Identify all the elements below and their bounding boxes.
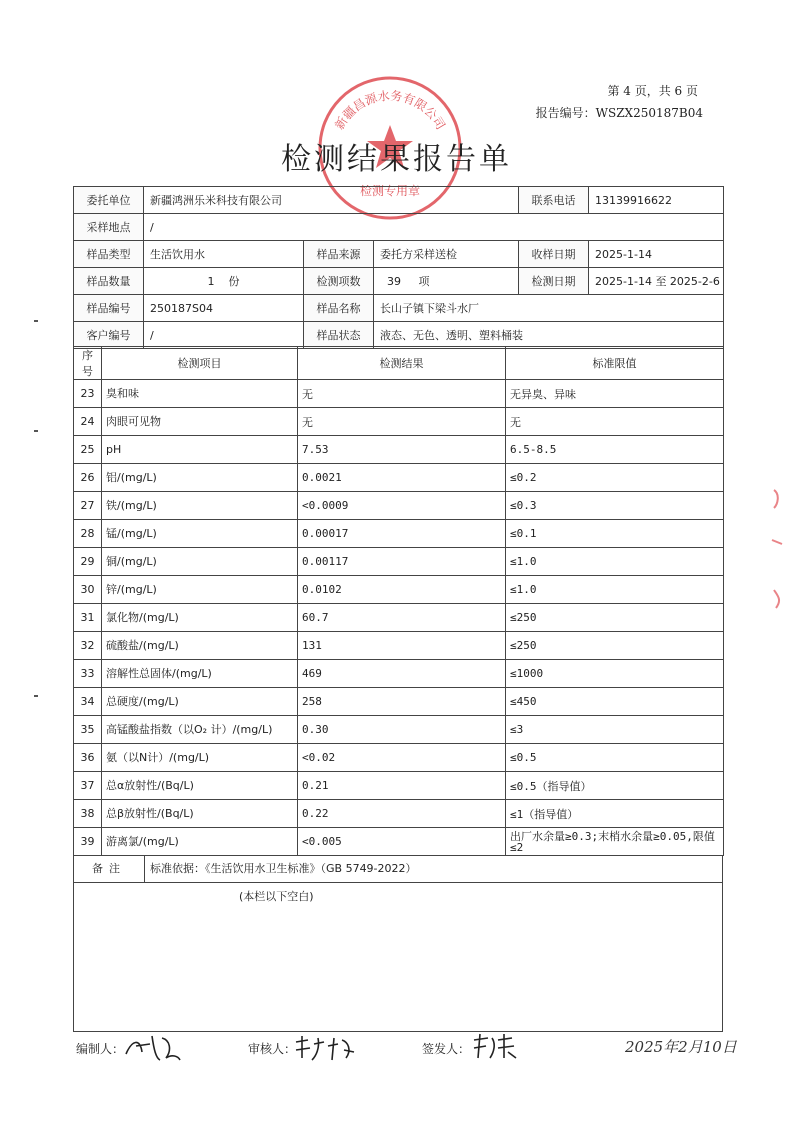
site-value: / bbox=[144, 214, 724, 241]
item-count-unit: 项 bbox=[418, 275, 430, 288]
row-limit: 无异臭、异味 bbox=[506, 380, 724, 408]
row-limit: ≤1.0 bbox=[506, 576, 724, 604]
client-label: 委托单位 bbox=[74, 187, 144, 214]
quantity-label: 样品数量 bbox=[74, 268, 144, 295]
row-limit: ≤250 bbox=[506, 604, 724, 632]
item-count-value bbox=[374, 268, 519, 295]
sample-name-label: 样品名称 bbox=[304, 295, 374, 322]
row-limit: ≤1（指导值） bbox=[506, 800, 724, 828]
customer-no-label: 客户编号 bbox=[74, 322, 144, 349]
table-row bbox=[74, 380, 724, 408]
row-result: 0.22 bbox=[298, 800, 506, 828]
row-item: 氯化物/(mg/L) bbox=[102, 604, 298, 632]
row-result: 131 bbox=[298, 632, 506, 660]
row-limit: ≤0.2 bbox=[506, 464, 724, 492]
site-label: 采样地点 bbox=[74, 214, 144, 241]
page-number: 第 4 页，共 6 页 bbox=[607, 84, 698, 98]
source-value: 委托方采样送检 bbox=[374, 241, 519, 268]
row-number: 30 bbox=[74, 576, 102, 604]
row-limit: ≤0.3 bbox=[506, 492, 724, 520]
customer-no-value: / bbox=[144, 322, 304, 349]
table-row bbox=[74, 436, 724, 464]
row-limit: 出厂水余量≥0.3;末梢水余量≥0.05,限值≤2 bbox=[506, 828, 724, 856]
table-row bbox=[74, 492, 724, 520]
row-item: 铁/(mg/L) bbox=[102, 492, 298, 520]
approver-label: 签发人： bbox=[422, 1042, 471, 1056]
remark-text: 标准依据：《生活饮用水卫生标准》（GB 5749-2022） bbox=[150, 862, 417, 875]
reviewer-signature bbox=[292, 1030, 358, 1064]
remark-label: 备注 bbox=[74, 856, 145, 882]
test-date-value: 2025-1-14 至 2025-2-6 bbox=[589, 268, 724, 295]
header-result: 检测结果 bbox=[298, 347, 506, 380]
row-item: 锰/(mg/L) bbox=[102, 520, 298, 548]
sample-name-value: 长山子镇下梁斗水厂 bbox=[374, 295, 724, 322]
row-result: 0.00117 bbox=[298, 548, 506, 576]
row-result: 0.0021 bbox=[298, 464, 506, 492]
row-result: 469 bbox=[298, 660, 506, 688]
header-item: 检测项目 bbox=[102, 347, 298, 380]
row-result: <0.005 bbox=[298, 828, 506, 856]
row-number: 28 bbox=[74, 520, 102, 548]
table-row bbox=[74, 828, 724, 856]
state-label: 样品状态 bbox=[304, 322, 374, 349]
blank-note: (本栏以下空白) bbox=[239, 890, 314, 903]
row-item: 铜/(mg/L) bbox=[102, 548, 298, 576]
header-no: 序号 bbox=[74, 347, 102, 380]
row-result: <0.02 bbox=[298, 744, 506, 772]
table-row bbox=[74, 800, 724, 828]
row-number: 32 bbox=[74, 632, 102, 660]
quantity-unit: 份 bbox=[228, 275, 240, 288]
row-item: 硫酸盐/(mg/L) bbox=[102, 632, 298, 660]
table-row bbox=[74, 632, 724, 660]
row-result: 0.0102 bbox=[298, 576, 506, 604]
row-item: 臭和味 bbox=[102, 380, 298, 408]
row-number: 35 bbox=[74, 716, 102, 744]
table-row bbox=[74, 688, 724, 716]
compiler-signature bbox=[122, 1030, 182, 1064]
row-result: 无 bbox=[298, 408, 506, 436]
row-limit: ≤1.0 bbox=[506, 548, 724, 576]
row-number: 39 bbox=[74, 828, 102, 856]
row-number: 25 bbox=[74, 436, 102, 464]
row-number: 36 bbox=[74, 744, 102, 772]
report-number bbox=[536, 104, 703, 121]
receive-date-label: 收样日期 bbox=[519, 241, 589, 268]
row-item: 总硬度/(mg/L) bbox=[102, 688, 298, 716]
row-result: 60.7 bbox=[298, 604, 506, 632]
sample-no-label: 样品编号 bbox=[74, 295, 144, 322]
receive-date-value: 2025-1-14 bbox=[589, 241, 724, 268]
row-limit: ≤0.5（指导值） bbox=[506, 772, 724, 800]
row-limit: ≤0.5 bbox=[506, 744, 724, 772]
compiler-label: 编制人： bbox=[76, 1042, 125, 1056]
row-limit: ≤450 bbox=[506, 688, 724, 716]
test-date-label: 检测日期 bbox=[519, 268, 589, 295]
row-limit: ≤0.1 bbox=[506, 520, 724, 548]
row-result: 0.00017 bbox=[298, 520, 506, 548]
report-number-value: WSZX250187B04 bbox=[595, 106, 703, 120]
row-limit: ≤1000 bbox=[506, 660, 724, 688]
approver-signature bbox=[470, 1030, 522, 1064]
row-item: 锌/(mg/L) bbox=[102, 576, 298, 604]
row-item: 肉眼可见物 bbox=[102, 408, 298, 436]
row-number: 37 bbox=[74, 772, 102, 800]
row-result: 0.21 bbox=[298, 772, 506, 800]
row-number: 34 bbox=[74, 688, 102, 716]
row-item: 游离氯/(mg/L) bbox=[102, 828, 298, 856]
type-value: 生活饮用水 bbox=[144, 241, 304, 268]
table-row bbox=[74, 464, 724, 492]
seal-top-text: 新疆昌源水务有限公司 bbox=[332, 88, 448, 133]
table-row bbox=[74, 548, 724, 576]
row-number: 33 bbox=[74, 660, 102, 688]
row-number: 29 bbox=[74, 548, 102, 576]
table-row bbox=[74, 772, 724, 800]
remark-row bbox=[73, 855, 723, 883]
row-result: 258 bbox=[298, 688, 506, 716]
row-item: 总α放射性/(Bq/L) bbox=[102, 772, 298, 800]
row-item: 高锰酸盐指数（以O₂ 计）/(mg/L) bbox=[102, 716, 298, 744]
row-limit: ≤250 bbox=[506, 632, 724, 660]
type-label: 样品类型 bbox=[74, 241, 144, 268]
row-item: pH bbox=[102, 436, 298, 464]
table-row bbox=[74, 520, 724, 548]
row-item: 溶解性总固体/(mg/L) bbox=[102, 660, 298, 688]
row-number: 24 bbox=[74, 408, 102, 436]
row-item: 铝/(mg/L) bbox=[102, 464, 298, 492]
edge-seal-fragment bbox=[768, 480, 788, 620]
row-number: 26 bbox=[74, 464, 102, 492]
header-limit: 标准限值 bbox=[506, 347, 724, 380]
row-limit: 6.5-8.5 bbox=[506, 436, 724, 464]
table-row bbox=[74, 408, 724, 436]
quantity-number: 1 bbox=[207, 275, 215, 288]
report-number-label: 报告编号： bbox=[535, 106, 596, 120]
blank-area bbox=[73, 882, 723, 1032]
row-number: 31 bbox=[74, 604, 102, 632]
source-label: 样品来源 bbox=[304, 241, 374, 268]
row-result: <0.0009 bbox=[298, 492, 506, 520]
row-number: 38 bbox=[74, 800, 102, 828]
row-item: 氨（以N计）/(mg/L) bbox=[102, 744, 298, 772]
phone-value: 13139916622 bbox=[589, 187, 724, 214]
state-value: 液态、无色、透明、塑料桶装 bbox=[374, 322, 724, 349]
table-row bbox=[74, 716, 724, 744]
table-row bbox=[74, 744, 724, 772]
sample-no-value: 250187S04 bbox=[144, 295, 304, 322]
page-title: 检测结果报告单 bbox=[281, 142, 512, 177]
edge-punch-marks bbox=[32, 320, 40, 700]
item-count-number: 39 bbox=[387, 275, 401, 288]
client-value: 新疆鸿洲乐米科技有限公司 bbox=[144, 187, 519, 214]
table-row bbox=[74, 576, 724, 604]
item-count-label: 检测项数 bbox=[304, 268, 374, 295]
row-result: 无 bbox=[298, 380, 506, 408]
row-number: 27 bbox=[74, 492, 102, 520]
phone-label: 联系电话 bbox=[519, 187, 589, 214]
sample-info-table bbox=[73, 186, 724, 349]
reviewer-label: 审核人： bbox=[248, 1042, 297, 1056]
table-row bbox=[74, 660, 724, 688]
table-row bbox=[74, 604, 724, 632]
row-result: 7.53 bbox=[298, 436, 506, 464]
results-table bbox=[73, 346, 724, 856]
row-limit: 无 bbox=[506, 408, 724, 436]
seal-bottom-text: 检测专用章 bbox=[359, 184, 421, 198]
quantity-value bbox=[144, 268, 304, 295]
row-number: 23 bbox=[74, 380, 102, 408]
sign-date: 2025年2月10日 bbox=[625, 1038, 737, 1056]
row-item: 总β放射性/(Bq/L) bbox=[102, 800, 298, 828]
row-result: 0.30 bbox=[298, 716, 506, 744]
row-limit: ≤3 bbox=[506, 716, 724, 744]
